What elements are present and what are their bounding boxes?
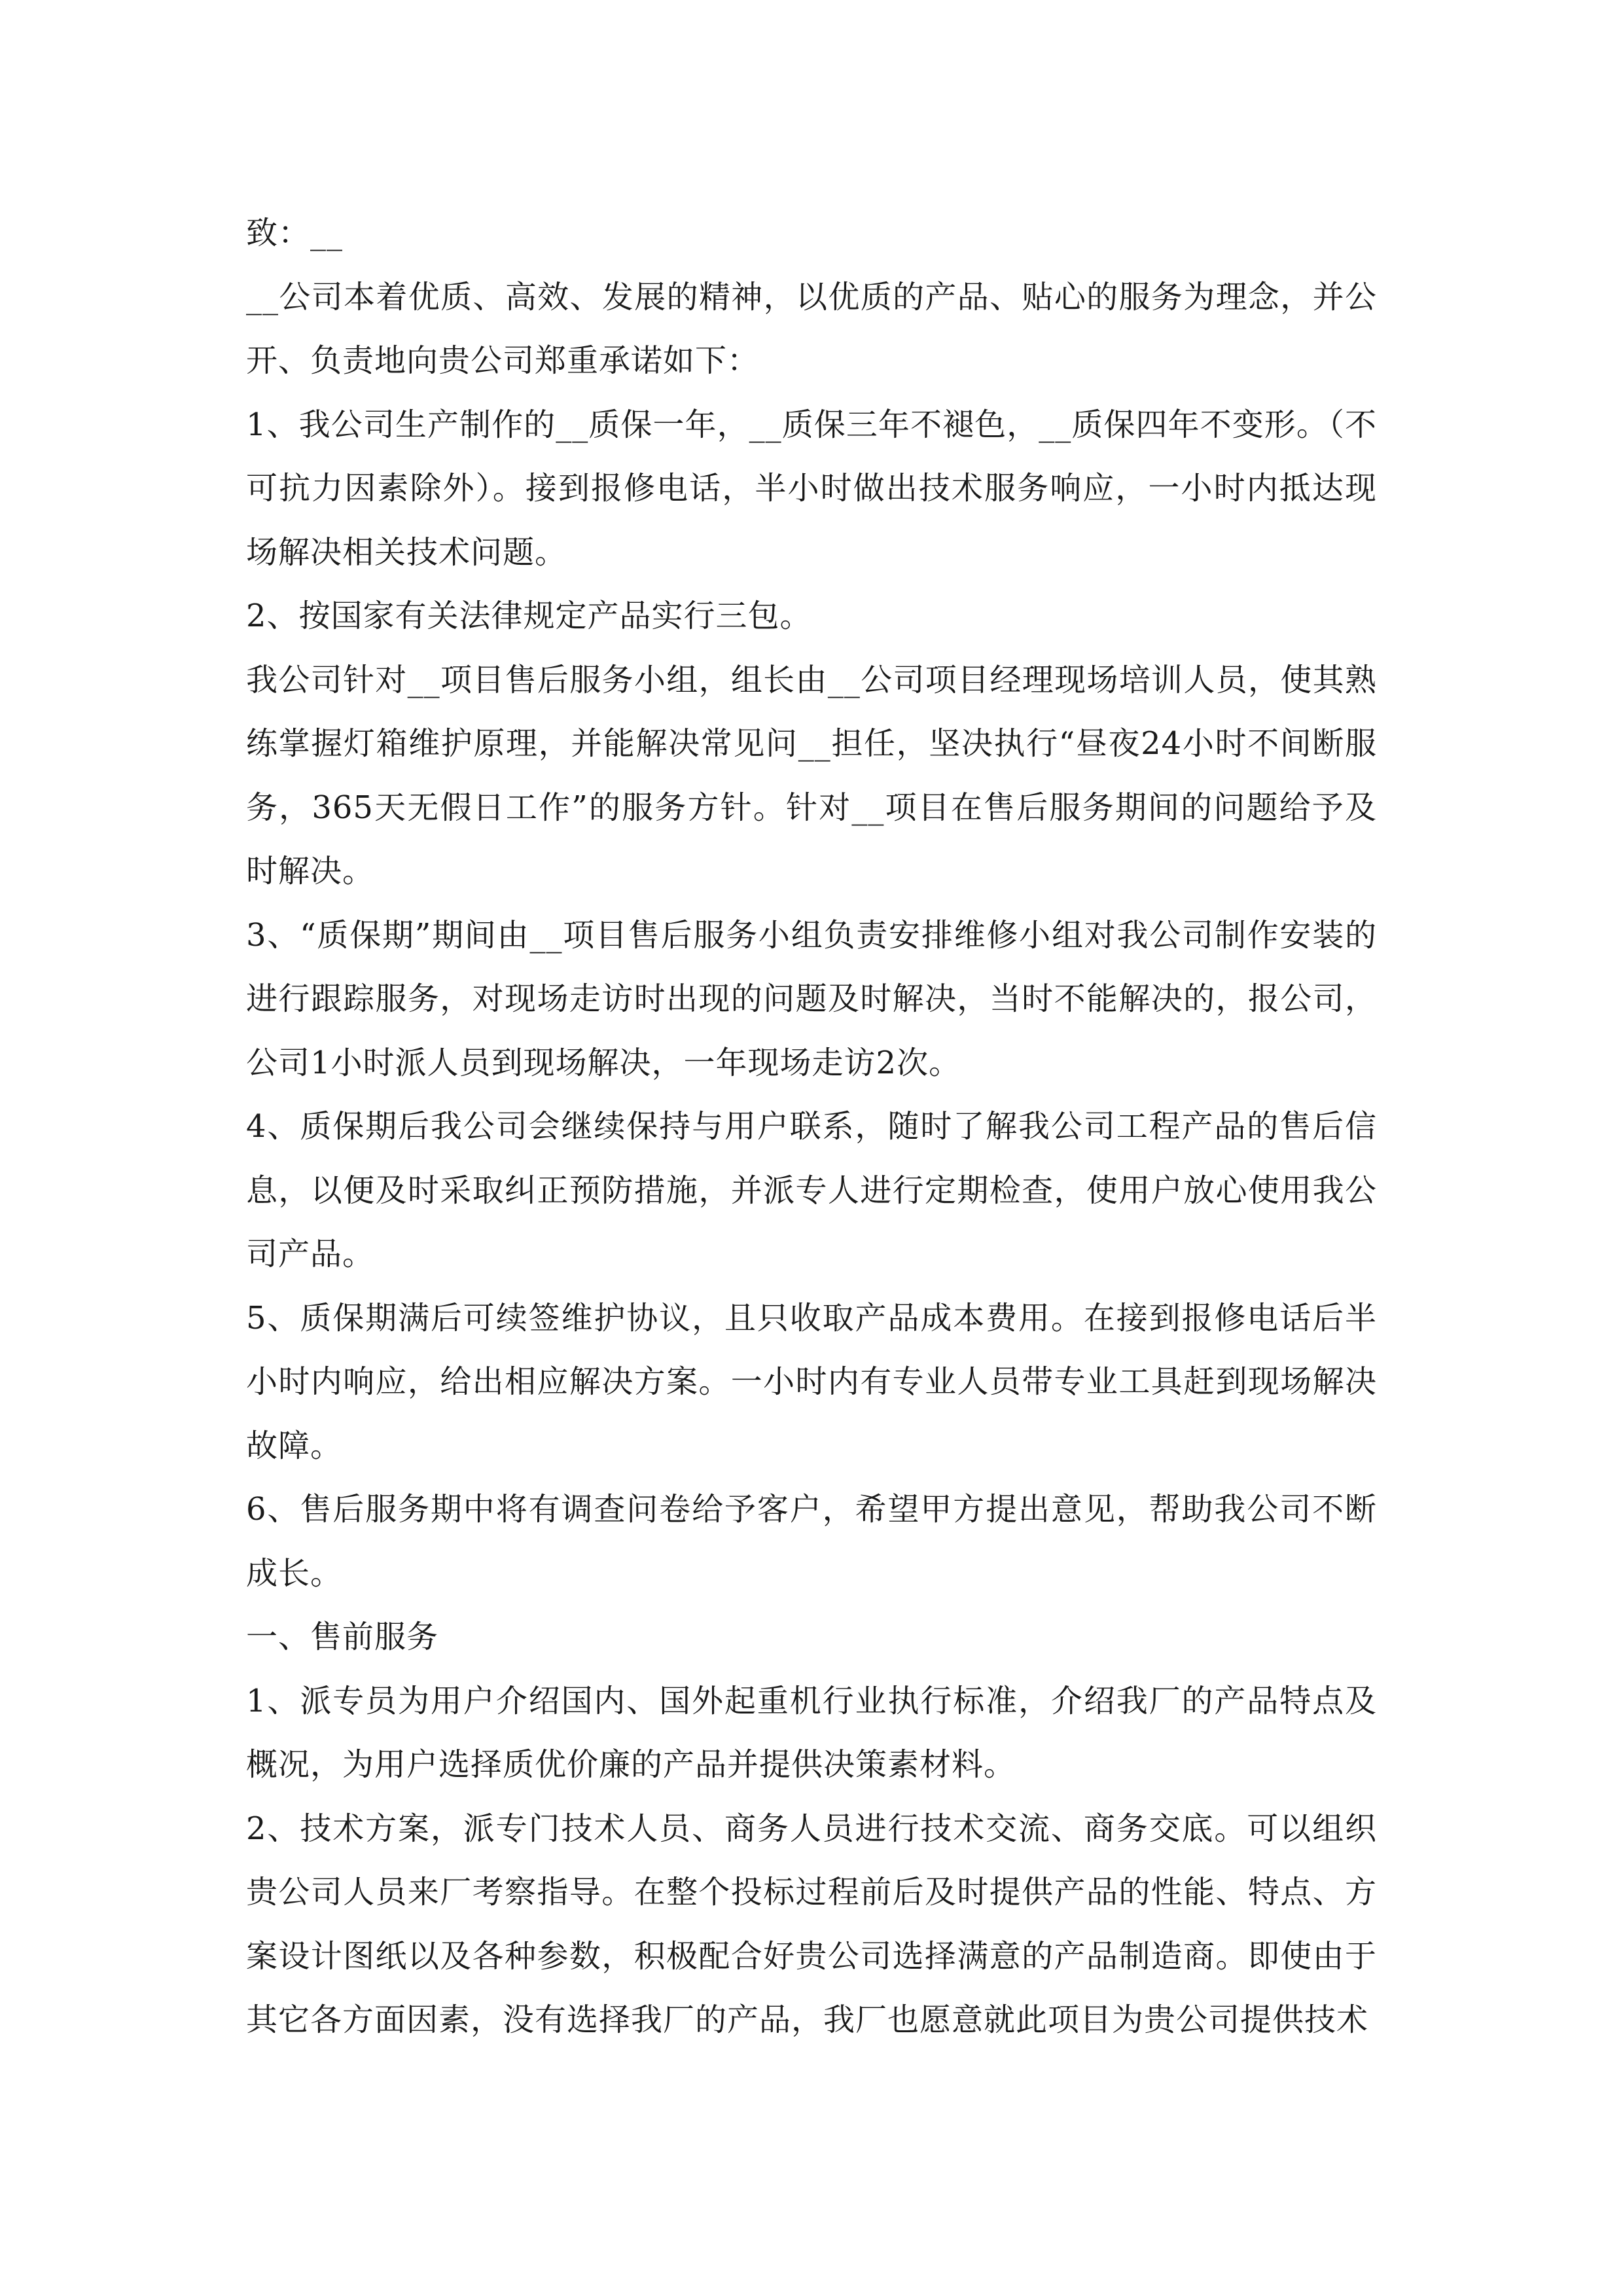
- commitment-item-2: 2、按国家有关法律规定产品实行三包。: [246, 598, 812, 634]
- pre-sales-item-2: 2、技术方案，派专门技术人员、商务人员进行技术交流、商务交底。可以组织贵公司人员来厂考察指导。在整个投标过程前后及时提供产品的性能、特点、方案设计图纸以及各种参数，积极配合好贵公司选择满意的产品制造商。即使由于其它各方面因素，没有选择我厂的产品，我厂也愿意就此项目为贵公司提供技术: [246, 1810, 1377, 2038]
- commitment-item-6: 6、售后服务期中将有调查问卷给予客户，希望甲方提出意见，帮助我公司不断成长。: [246, 1491, 1377, 1592]
- document-body: [246, 202, 1377, 2053]
- commitment-item-1: 1、我公司生产制作的__质保一年，__质保三年不褪色，__质保四年不变形。（不可抗力因素除外）。接到报修电话，半小时做出技术服务响应，一小时内抵达现场解决相关技术问题。: [246, 406, 1377, 571]
- commitment-item-3: 3、“质保期”期间由__项目售后服务小组负责安排维修小组对我公司制作安装的进行跟踪服务，对现场走访时出现的问题及时解决，当时不能解决的，报公司，公司1小时派人员到现场解决，一年现场走访2次。: [246, 916, 1377, 1081]
- commitment-item-4: 4、质保期后我公司会继续保持与用户联系，随时了解我公司工程产品的售后信息，以便及时采取纠正预防措施，并派专人进行定期检查，使用户放心使用我公司产品。: [246, 1108, 1377, 1272]
- intro-paragraph: __公司本着优质、高效、发展的精神，以优质的产品、贴心的服务为理念，并公开、负责地向贵公司郑重承诺如下：: [246, 278, 1377, 379]
- salutation: 致：__: [246, 215, 344, 251]
- commitment-item-5: 5、质保期满后可续签维护协议，且只收取产品成本费用。在接到报修电话后半小时内响应，给出相应解决方案。一小时内有专业人员带专业工具赶到现场解决故障。: [246, 1299, 1377, 1464]
- service-team-paragraph: 我公司针对__项目售后服务小组，组长由__公司项目经理现场培训人员，使其熟练掌握灯箱维护原理，并能解决常见问__担任，坚决执行“昼夜24小时不间断服务，365天无假日工作”的服务方针。针对__项目在售后服务期间的问题给予及时解决。: [246, 661, 1377, 889]
- section-heading-pre-sales: 一、售前服务: [246, 1619, 439, 1655]
- pre-sales-item-1: 1、派专员为用户介绍国内、国外起重机行业执行标准，介绍我厂的产品特点及概况，为用户选择质优价廉的产品并提供决策素材料。: [246, 1682, 1377, 1783]
